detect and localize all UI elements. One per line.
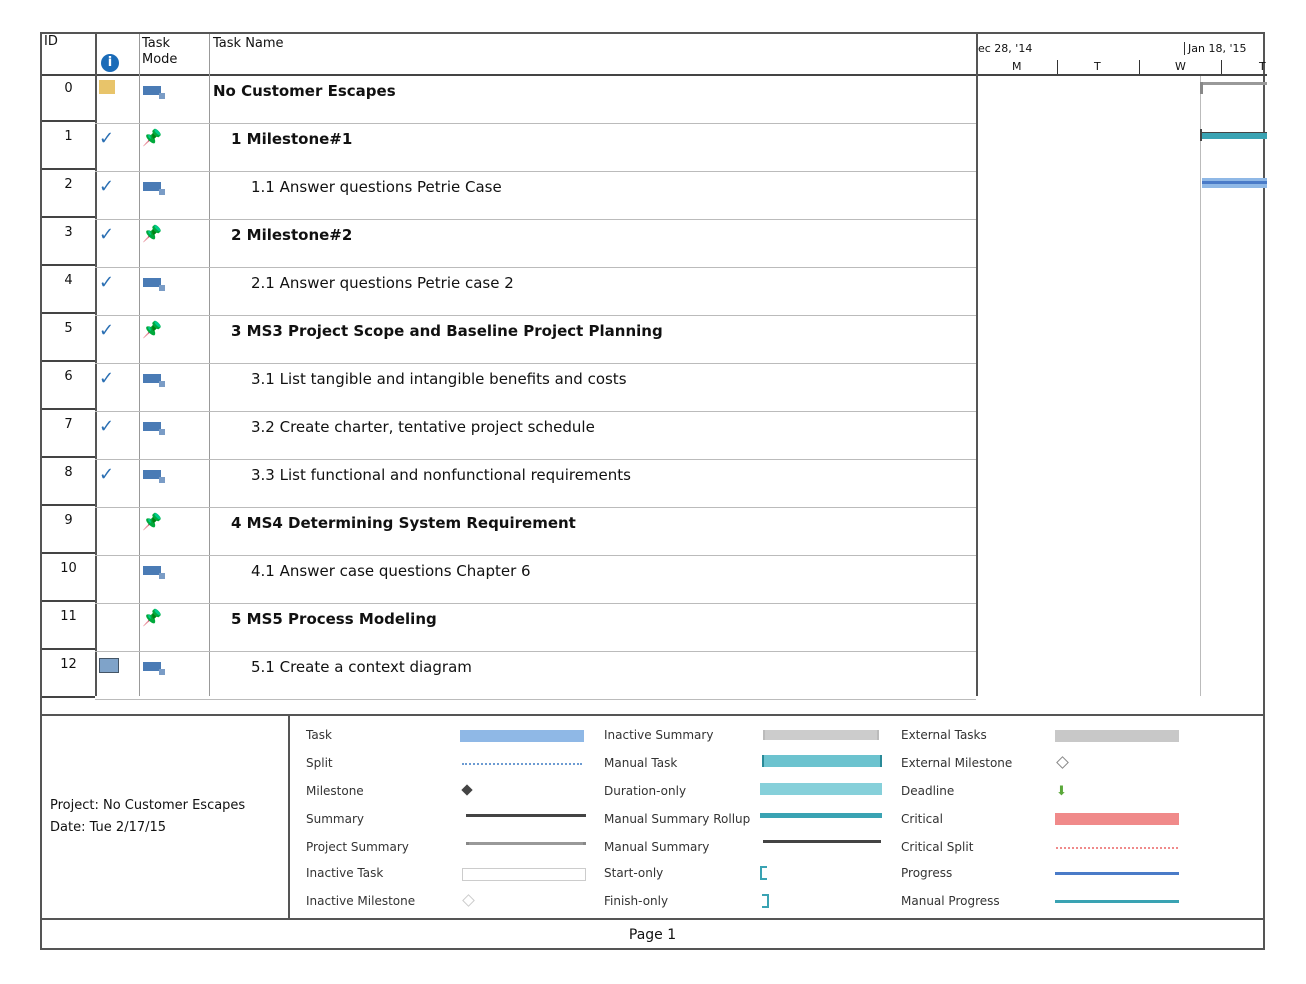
gantt-print-page (40, 32, 1265, 950)
header-task-mode-label: Task Mode (142, 36, 178, 67)
legend-label-inactive-summary: Inactive Summary (604, 728, 714, 742)
row-id: 8 (42, 460, 95, 506)
task-name[interactable]: 5 MS5 Process Modeling (231, 610, 437, 628)
manual-schedule-pin-icon[interactable]: 📌 (142, 512, 162, 531)
row-id: 6 (42, 364, 95, 410)
auto-schedule-icon[interactable] (143, 86, 161, 95)
legend-label-external-milestone: External Milestone (901, 756, 1013, 770)
task-name[interactable]: 1.1 Answer questions Petrie Case (251, 178, 502, 196)
legend-label-finish-only: Finish-only (604, 894, 669, 908)
legend-swatch-critical-split (1056, 847, 1178, 849)
page-footer (42, 918, 1263, 950)
legend-swatch-milestone (461, 784, 472, 795)
day-label: T (1094, 60, 1101, 73)
timescale-header (978, 34, 1267, 76)
legend-swatch-task (460, 730, 584, 742)
day-label: T (1259, 60, 1266, 73)
legend-swatch-external-tasks (1055, 730, 1179, 742)
day-separator (1221, 60, 1222, 74)
legend-label-start-only: Start-only (604, 866, 664, 880)
project-summary-start (1200, 82, 1203, 94)
legend-swatch-inactive-milestone (462, 894, 475, 907)
legend-label-inactive-task: Inactive Task (306, 866, 384, 880)
row-id: 4 (42, 268, 95, 314)
legend-swatch-manual-summary (763, 840, 881, 843)
legend-label-inactive-milestone: Inactive Milestone (306, 894, 416, 908)
table-row[interactable] (42, 316, 976, 364)
manual-schedule-pin-icon[interactable]: 📌 (142, 320, 162, 339)
legend-swatch-finish-only (762, 894, 769, 908)
task-table (42, 34, 976, 696)
complete-check-icon: ✓ (99, 272, 115, 293)
legend-label-project-summary: Project Summary (306, 840, 409, 854)
row-id: 0 (42, 76, 95, 122)
task-name[interactable]: 3.2 Create charter, tentative project schedule (251, 418, 595, 436)
legend-label-duration-only: Duration-only (604, 784, 687, 798)
legend-label-split: Split (306, 756, 333, 770)
page-number: Page 1 (628, 927, 677, 943)
auto-schedule-icon[interactable] (143, 182, 161, 191)
manual-schedule-pin-icon[interactable]: 📌 (142, 608, 162, 627)
table-row[interactable] (42, 460, 976, 508)
legend-swatch-external-milestone (1056, 756, 1069, 769)
legend-label-summary: Summary (306, 812, 364, 826)
row-id: 3 (42, 220, 95, 266)
manual-summary-rollup-bar[interactable] (1200, 132, 1267, 139)
legend-swatch-split (462, 763, 582, 765)
legend-project-name: Project: No Customer Escapes (50, 798, 246, 813)
day-separator (1139, 60, 1140, 74)
day-label: W (1175, 60, 1186, 73)
legend-label-manual-progress: Manual Progress (901, 894, 1000, 908)
project-summary-bar[interactable] (1200, 82, 1267, 85)
legend-label-milestone: Milestone (306, 784, 364, 798)
summary-note-icon (99, 80, 115, 94)
row-id: 5 (42, 316, 95, 362)
table-row[interactable] (42, 604, 976, 652)
header-id-label: ID (44, 34, 58, 49)
legend-swatch-critical (1055, 813, 1179, 825)
day-separator (1057, 60, 1058, 74)
table-row[interactable] (42, 124, 976, 172)
header-indicators[interactable] (95, 34, 139, 76)
legend-swatch-start-only (760, 866, 767, 880)
table-row[interactable] (42, 76, 976, 124)
task-name[interactable]: 2 Milestone#2 (231, 226, 353, 244)
legend-swatch-manual-task (762, 755, 882, 767)
legend-label-progress: Progress (901, 866, 953, 880)
calendar-icon (99, 658, 119, 673)
header-task-name-label: Task Name (213, 36, 284, 51)
task-name[interactable]: 2.1 Answer questions Petrie case 2 (251, 274, 514, 292)
legend-swatch-inactive-summary (763, 730, 879, 740)
header-task-mode[interactable] (139, 34, 209, 76)
row-id: 2 (42, 172, 95, 218)
complete-check-icon: ✓ (99, 368, 115, 389)
timescale-right-label: Jan 18, '15 (1184, 42, 1246, 55)
row-id: 10 (42, 556, 95, 602)
day-label: M (1012, 60, 1022, 73)
table-row[interactable] (42, 556, 976, 604)
complete-check-icon: ✓ (99, 176, 115, 197)
complete-check-icon: ✓ (99, 464, 115, 485)
table-row[interactable] (42, 508, 976, 556)
complete-check-icon: ✓ (99, 320, 115, 341)
legend-label-task: Task (306, 728, 332, 742)
row-id: 11 (42, 604, 95, 650)
task-name[interactable]: 1 Milestone#1 (231, 130, 353, 148)
legend-label-critical-split: Critical Split (901, 840, 974, 854)
manual-summary-start (1200, 129, 1202, 141)
legend-swatch-summary (466, 814, 586, 817)
table-row[interactable] (42, 652, 976, 700)
timescale-left-label: ec 28, '14 (978, 42, 1033, 55)
today-line (1200, 76, 1201, 696)
legend-label-deadline: Deadline (901, 784, 955, 798)
complete-check-icon: ✓ (99, 224, 115, 245)
table-row[interactable] (42, 172, 976, 220)
table-row[interactable] (42, 220, 976, 268)
task-name[interactable]: 5.1 Create a context diagram (251, 658, 472, 676)
row-id: 1 (42, 124, 95, 170)
header-id[interactable] (42, 34, 95, 76)
task-name[interactable]: 3.3 List functional and nonfunctional requirements (251, 466, 631, 484)
legend-swatch-duration-only (760, 783, 882, 795)
gantt-chart (976, 34, 1267, 696)
legend-swatch-deadline: ⬇ (1056, 784, 1067, 799)
legend-swatch-inactive-task (462, 868, 586, 881)
legend-label-external-tasks: External Tasks (901, 728, 987, 742)
manual-schedule-pin-icon[interactable]: 📌 (142, 224, 162, 243)
legend-swatch-project-summary (466, 842, 586, 845)
auto-schedule-icon[interactable] (143, 470, 161, 479)
day-row (978, 60, 1267, 74)
legend-swatch-progress (1055, 872, 1179, 875)
progress-bar (1202, 181, 1267, 184)
header-task-name[interactable] (209, 34, 976, 76)
auto-schedule-icon[interactable] (143, 662, 161, 671)
legend-swatch-manual-summary-rollup (760, 813, 882, 818)
complete-check-icon: ✓ (99, 416, 115, 437)
auto-schedule-icon[interactable] (143, 422, 161, 431)
legend-label-manual-summary-rollup: Manual Summary Rollup (604, 812, 751, 826)
task-name[interactable]: 3 MS3 Project Scope and Baseline Project Planning (231, 322, 663, 340)
legend-label-critical: Critical (901, 812, 943, 826)
row-id: 12 (42, 652, 95, 698)
auto-schedule-icon[interactable] (143, 566, 161, 575)
info-icon: i (101, 54, 119, 72)
complete-check-icon: ✓ (99, 128, 115, 149)
legend-label-manual-summary: Manual Summary (604, 840, 710, 854)
legend-label-manual-task: Manual Task (604, 756, 678, 770)
legend-swatch-manual-progress (1055, 900, 1179, 903)
task-name[interactable]: 4 MS4 Determining System Requirement (231, 514, 576, 532)
row-separator (95, 699, 976, 700)
task-name[interactable]: 4.1 Answer case questions Chapter 6 (251, 562, 531, 580)
legend-date: Date: Tue 2/17/15 (50, 820, 167, 835)
legend-panel (42, 714, 1263, 920)
manual-schedule-pin-icon[interactable]: 📌 (142, 128, 162, 147)
table-row[interactable] (42, 412, 976, 460)
task-name[interactable]: No Customer Escapes (213, 82, 396, 100)
row-id: 7 (42, 412, 95, 458)
legend-project-info (42, 716, 290, 920)
table-row[interactable] (42, 268, 976, 316)
task-name[interactable]: 3.1 List tangible and intangible benefits and costs (251, 370, 627, 388)
auto-schedule-icon[interactable] (143, 374, 161, 383)
row-id: 9 (42, 508, 95, 554)
auto-schedule-icon[interactable] (143, 278, 161, 287)
table-row[interactable] (42, 364, 976, 412)
